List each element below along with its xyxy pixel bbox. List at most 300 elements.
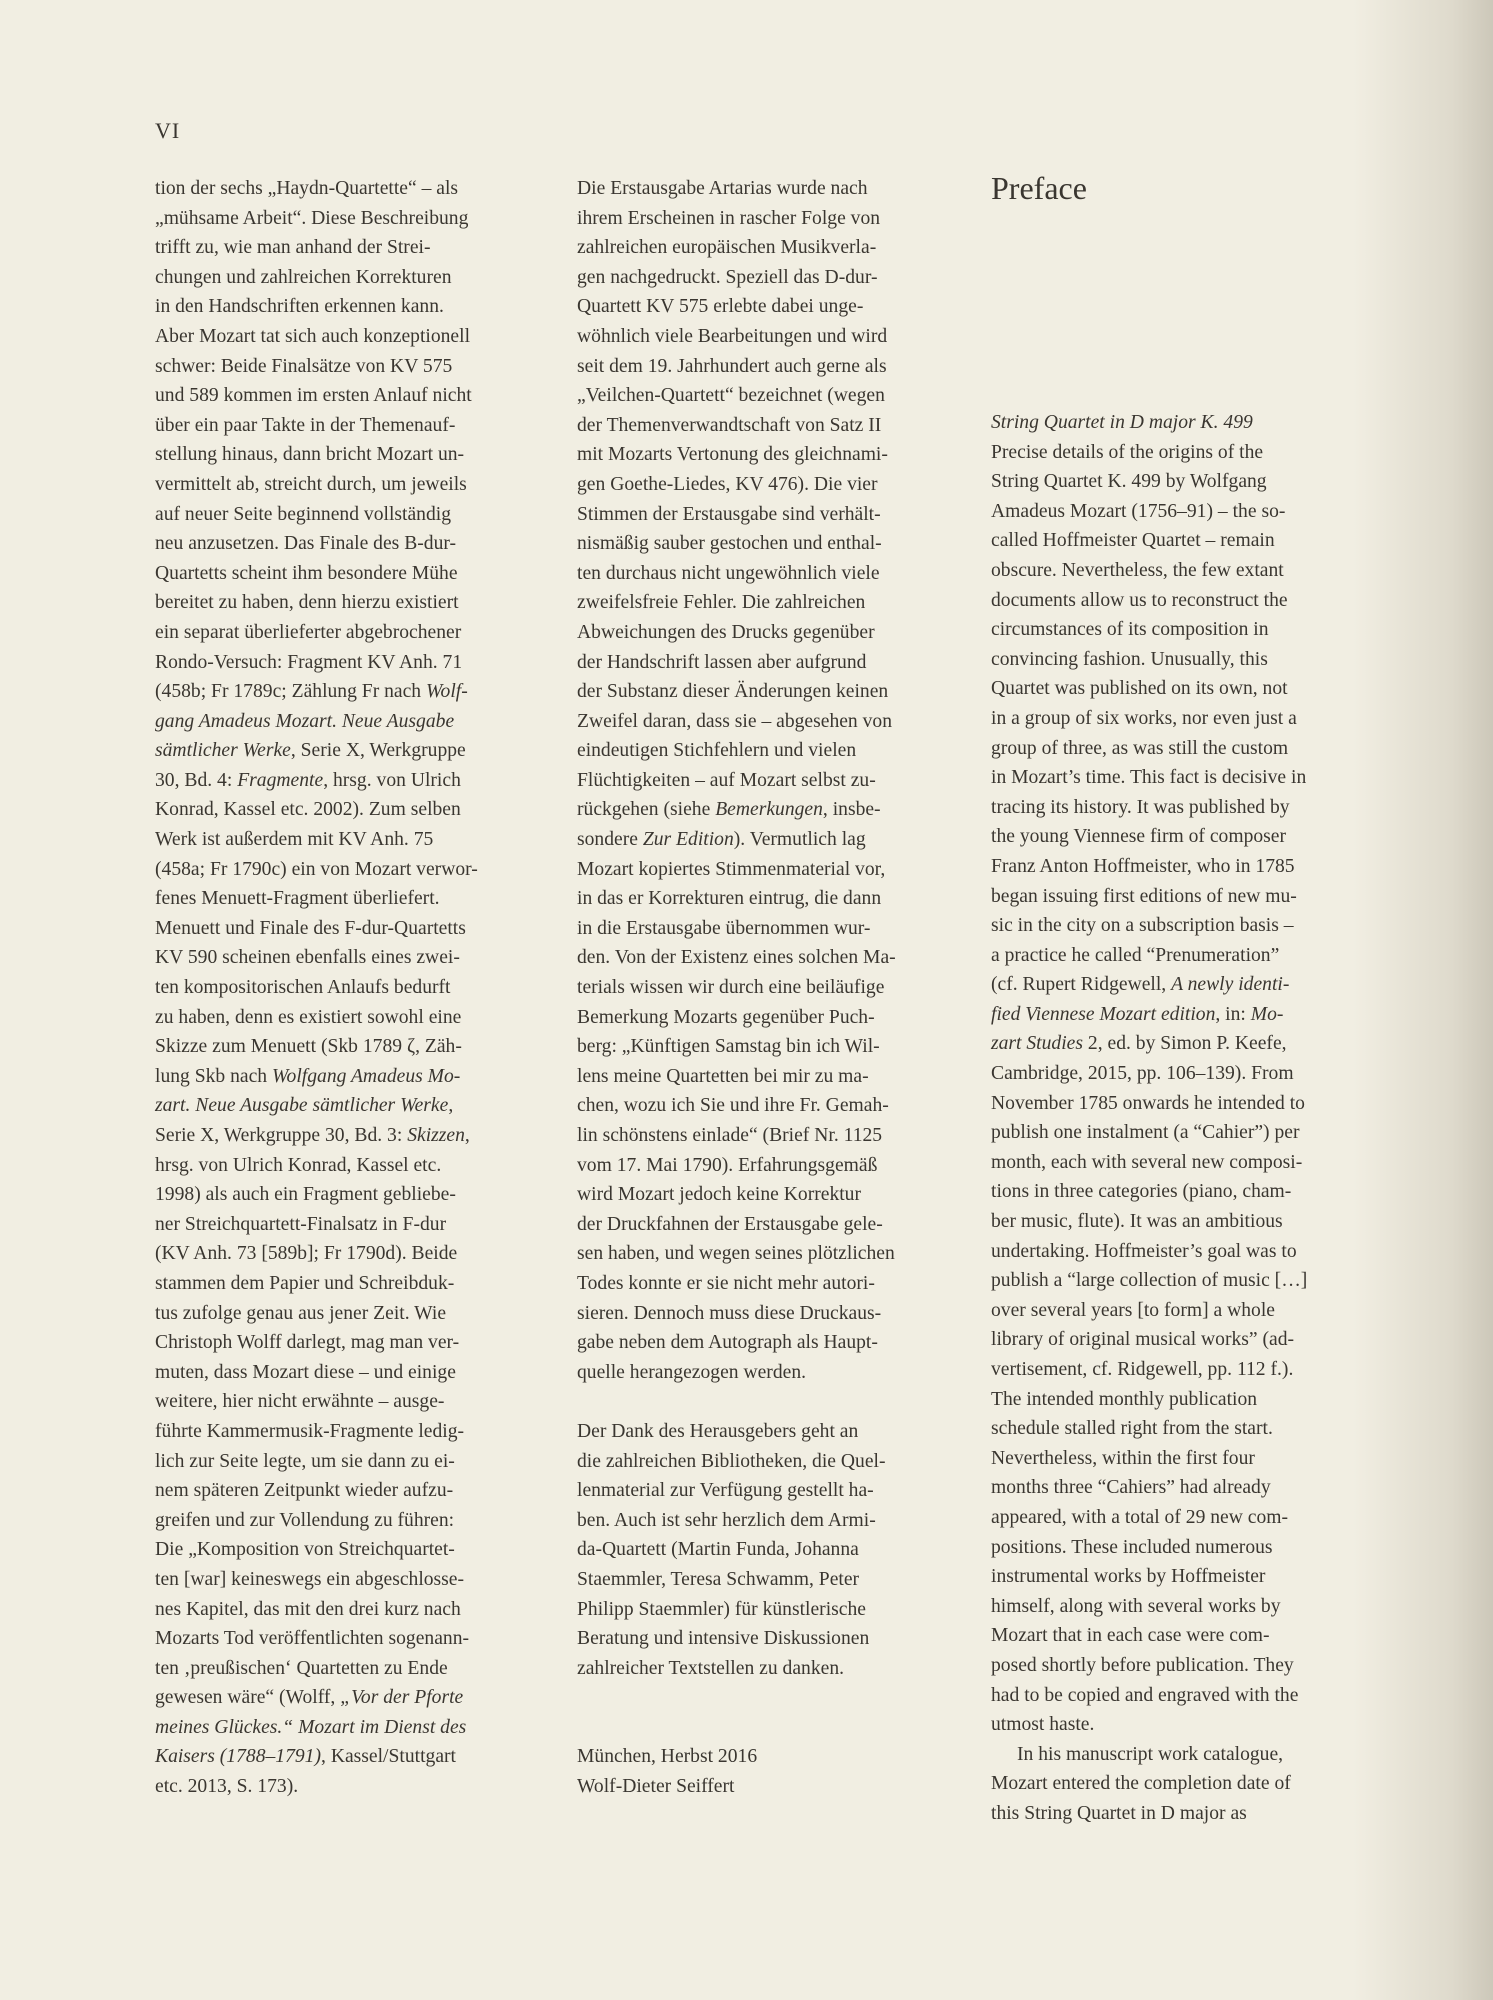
text-line	[577, 292, 947, 322]
text-span: utmost haste.	[991, 1714, 1095, 1736]
text-line	[577, 1121, 947, 1151]
text-line	[577, 1506, 947, 1536]
text-span: mit Mozarts Vertonung des gleichnami-	[577, 444, 888, 466]
text-line	[155, 1121, 500, 1151]
text-line	[991, 645, 1381, 675]
text-line	[155, 1299, 500, 1329]
german-text-column-2	[577, 174, 947, 1802]
text-span: began issuing first editions of new mu-	[991, 885, 1297, 907]
text-line	[577, 1447, 947, 1477]
italic-text-span: meines Glückes.“ Mozart im Dienst des	[155, 1716, 467, 1738]
text-span: Beratung und intensive Diskussionen	[577, 1628, 870, 1650]
text-line	[991, 1651, 1381, 1681]
text-line	[577, 1180, 947, 1210]
text-line	[991, 586, 1381, 616]
text-line	[577, 825, 947, 855]
text-line	[991, 1266, 1381, 1296]
text-span: Rondo-Versuch: Fragment KV Anh. 71	[155, 651, 463, 673]
text-span: wird Mozart jedoch keine Korrektur	[577, 1184, 862, 1206]
text-line	[991, 1533, 1381, 1563]
text-line	[155, 1180, 500, 1210]
text-line	[577, 1476, 947, 1506]
text-span: zweifelsfreie Fehler. Die zahlreichen	[577, 592, 866, 614]
text-span: Stimmen der Erstausgabe sind verhält-	[577, 503, 881, 525]
text-span: Quartet was published on its own, not	[991, 678, 1288, 700]
text-line	[155, 559, 500, 589]
text-line	[991, 1385, 1381, 1415]
german-paragraph-continuation	[155, 174, 500, 1802]
text-line	[991, 408, 1381, 438]
text-line	[991, 1414, 1381, 1444]
text-span: circumstances of its composition in	[991, 619, 1269, 641]
text-line	[155, 322, 500, 352]
text-span: Staemmler, Teresa Schwamm, Peter	[577, 1568, 860, 1590]
text-span: ). Vermutlich lag	[733, 829, 866, 851]
text-span: appeared, with a total of 29 new com-	[991, 1506, 1289, 1528]
text-line	[991, 763, 1381, 793]
text-span: Bemerkung Mozarts gegenüber Puch-	[577, 1006, 875, 1028]
preface-title: Preface	[991, 170, 1087, 206]
paragraph-gap	[577, 1387, 947, 1417]
text-line	[155, 707, 500, 737]
text-span: , Serie X, Werkgruppe	[290, 740, 466, 762]
text-span: ,	[448, 1095, 454, 1117]
text-line	[577, 1417, 947, 1447]
text-line	[577, 855, 947, 885]
page-number: VI	[155, 118, 181, 143]
text-span: sondere	[577, 829, 643, 851]
text-line	[577, 1151, 947, 1181]
text-line	[155, 855, 500, 885]
text-span: in das er Korrekturen eintrug, die dann	[577, 888, 882, 910]
text-span: chen, wozu ich Sie und ihre Fr. Gemah-	[577, 1095, 889, 1117]
text-line	[991, 556, 1381, 586]
text-span: (cf. Rupert Ridgewell,	[991, 974, 1172, 996]
text-span: Quartett KV 575 erlebte dabei unge-	[577, 296, 864, 318]
text-line	[577, 1091, 947, 1121]
text-span: The intended monthly publication	[991, 1388, 1258, 1410]
text-line	[577, 411, 947, 441]
text-span: positions. These included numerous	[991, 1536, 1273, 1558]
text-span: Abweichungen des Drucks gegenüber	[577, 621, 875, 643]
text-span: ,	[464, 1125, 470, 1146]
text-line	[155, 500, 500, 530]
text-line	[155, 914, 500, 944]
text-span: , in:	[1215, 1003, 1251, 1025]
text-line	[577, 263, 947, 293]
text-span: den. Von der Existenz eines solchen Ma-	[577, 947, 896, 969]
text-span: Mozart kopiertes Stimmenmaterial vor,	[577, 858, 886, 880]
text-line	[577, 618, 947, 648]
text-span: himself, along with several works by	[991, 1595, 1281, 1617]
text-span: (458b; Fr 1789c; Zählung Fr nach	[155, 681, 427, 703]
text-span: Skizze zum Menuett (Skb 1789 ζ, Zäh-	[155, 1036, 462, 1058]
italic-text-span: gang Amadeus Mozart. Neue Ausgabe	[155, 710, 455, 732]
text-line	[991, 615, 1381, 645]
text-line	[991, 734, 1381, 764]
text-line	[991, 467, 1381, 497]
text-span: neu anzusetzen. Das Finale des B-dur-	[155, 533, 457, 555]
text-line	[155, 618, 500, 648]
text-line	[155, 174, 500, 204]
text-line	[991, 1059, 1381, 1089]
text-line	[155, 1032, 500, 1062]
text-span: sic in the city on a subscription basis –	[991, 915, 1294, 937]
text-line	[155, 381, 500, 411]
text-span: da-Quartett (Martin Funda, Johanna	[577, 1539, 859, 1561]
text-line	[155, 292, 500, 322]
text-span: had to be copied and engraved with the	[991, 1684, 1299, 1706]
text-line	[155, 648, 500, 678]
text-span: stammen dem Papier und Schreibduk-	[155, 1272, 455, 1294]
text-span: gen nachgedruckt. Speziell das D-dur-	[577, 266, 878, 288]
text-span: berg: „Künftigen Samstag bin ich Wil-	[577, 1036, 880, 1058]
text-line	[577, 352, 947, 382]
english-preface-body	[991, 408, 1381, 1829]
text-span: tracing its history. It was published by	[991, 796, 1290, 818]
text-line	[577, 1328, 947, 1358]
italic-text-span: Wolfgang Amadeus Mo-	[272, 1065, 461, 1087]
text-line	[577, 1595, 947, 1625]
signature-author: Wolf-Dieter Seiffert	[577, 1776, 735, 1798]
text-line	[577, 1210, 947, 1240]
text-line	[577, 1358, 947, 1388]
text-line	[577, 1654, 947, 1684]
text-span: Serie X, Werkgruppe 30, Bd. 3:	[155, 1125, 408, 1146]
text-span: vertisement, cf. Ridgewell, pp. 112 f.).	[991, 1359, 1294, 1380]
text-line	[577, 1565, 947, 1595]
text-span: ihrem Erscheinen in rascher Folge von	[577, 207, 881, 229]
text-span: nismäßig sauber gestochen und enthal-	[577, 533, 882, 555]
text-span: documents allow us to reconstruct the	[991, 589, 1288, 611]
text-span: lin schönstens einlade“ (Brief Nr. 1125	[577, 1125, 883, 1146]
italic-text-span: zart Studies	[991, 1033, 1083, 1055]
text-line	[155, 263, 500, 293]
text-line	[577, 1624, 947, 1654]
text-span: ber music, flute). It was an ambitious	[991, 1211, 1283, 1233]
text-line	[991, 793, 1381, 823]
text-span: posed shortly before publication. They	[991, 1654, 1294, 1676]
text-span: seit dem 19. Jahrhundert auch gerne als	[577, 355, 887, 377]
text-line	[991, 1769, 1381, 1799]
text-line	[577, 1062, 947, 1092]
text-line	[155, 1742, 500, 1772]
text-line	[991, 1118, 1381, 1148]
text-line	[991, 1296, 1381, 1326]
text-line	[155, 1328, 500, 1358]
text-span: tions in three categories (piano, cham-	[991, 1181, 1292, 1203]
text-span: KV 590 scheinen ebenfalls eines zwei-	[155, 947, 460, 969]
text-span: Flüchtigkeiten – auf Mozart selbst zu-	[577, 769, 876, 791]
italic-text-span: Mo-	[1250, 1003, 1284, 1025]
text-span: Mozart that in each case were com-	[991, 1625, 1270, 1647]
text-span: ben. Auch ist sehr herzlich dem Armi-	[577, 1509, 876, 1531]
text-span: (458a; Fr 1790c) ein von Mozart verwor-	[155, 858, 478, 880]
signature-place-date: München, Herbst 2016	[577, 1746, 758, 1768]
text-span: ten [war] keineswegs ein abgeschlosse-	[155, 1568, 465, 1590]
text-span: chungen und zahlreichen Korrekturen	[155, 266, 452, 288]
text-span: , insbe-	[822, 799, 881, 821]
text-span: der Druckfahnen der Erstausgabe gele-	[577, 1213, 883, 1235]
text-span: zahlreicher Textstellen zu danken.	[577, 1657, 845, 1679]
text-span: vom 17. Mai 1790). Erfahrungsgemäß	[577, 1154, 878, 1176]
text-line	[577, 943, 947, 973]
text-span: in den Handschriften erkennen kann.	[155, 296, 444, 318]
text-span: a practice he called “Prenumeration”	[991, 944, 1280, 966]
text-line	[577, 1535, 947, 1565]
text-span: nem späteren Zeitpunkt wieder aufzu-	[155, 1480, 454, 1502]
text-span: gen Goethe-Liedes, KV 476). Die vier	[577, 473, 878, 495]
text-line	[155, 1506, 500, 1536]
italic-text-span: „Vor der Pforte	[340, 1687, 464, 1709]
text-line	[155, 1003, 500, 1033]
text-line	[577, 381, 947, 411]
text-line	[155, 1091, 500, 1121]
text-span: Der Dank des Herausgebers geht an	[577, 1420, 859, 1442]
text-span: muten, dass Mozart diese – und einige	[155, 1361, 456, 1383]
text-line	[577, 470, 947, 500]
text-span: gewesen wäre“ (Wolff,	[155, 1687, 341, 1709]
text-line	[155, 1062, 500, 1092]
text-line	[155, 1713, 500, 1743]
text-line	[577, 529, 947, 559]
text-line	[577, 1003, 947, 1033]
text-line	[155, 1624, 500, 1654]
text-span: terials wissen wir durch eine beiläufige	[577, 977, 885, 999]
text-line	[577, 440, 947, 470]
text-span: library of original musical works” (ad-	[991, 1329, 1295, 1351]
text-span: die zahlreichen Bibliotheken, die Quel-	[577, 1450, 886, 1472]
text-span: over several years [to form] a whole	[991, 1299, 1275, 1321]
text-span: stellung hinaus, dann bricht Mozart un-	[155, 444, 465, 466]
text-line	[577, 766, 947, 796]
german-paragraph-first-edition	[577, 174, 947, 1387]
text-span: Die Erstausgabe Artarias wurde nach	[577, 178, 868, 199]
italic-text-span: String Quartet in D major K. 499	[991, 412, 1253, 433]
text-span: called Hoffmeister Quartet – remain	[991, 530, 1275, 552]
text-span: bereitet zu haben, denn hierzu existiert	[155, 592, 459, 614]
text-line	[991, 1503, 1381, 1533]
text-line	[991, 822, 1381, 852]
text-span: der Handschrift lassen aber aufgrund	[577, 651, 867, 673]
text-span: lich zur Seite legte, um sie dann zu ei-	[155, 1450, 455, 1472]
text-line	[155, 1210, 500, 1240]
text-span: weitere, hier nicht erwähnte – ausge-	[155, 1391, 445, 1413]
text-span: publish one instalment (a “Cahier”) per	[991, 1122, 1300, 1144]
text-line	[577, 322, 947, 352]
text-line	[991, 1710, 1381, 1740]
text-line	[991, 1207, 1381, 1237]
text-line	[991, 1740, 1381, 1770]
text-span: wöhnlich viele Bearbeitungen und wird	[577, 325, 888, 347]
text-line	[155, 795, 500, 825]
text-span: , hrsg. von Ulrich	[323, 769, 461, 791]
text-line	[991, 1473, 1381, 1503]
text-span: Nevertheless, within the first four	[991, 1447, 1255, 1469]
text-span: quelle herangezogen werden.	[577, 1361, 807, 1383]
text-line	[155, 411, 500, 441]
text-line	[991, 1089, 1381, 1119]
text-span: über ein paar Takte in der Themenauf-	[155, 414, 456, 436]
text-span: etc. 2013, S. 173).	[155, 1776, 299, 1798]
italic-text-span: Skizzen	[407, 1125, 465, 1146]
italic-text-span: Bemerkungen	[715, 799, 823, 821]
italic-text-span: fied Viennese Mozart edition	[991, 1003, 1216, 1025]
text-line	[155, 204, 500, 234]
text-line	[577, 884, 947, 914]
text-span: ten ‚preußischen‘ Quartetten zu Ende	[155, 1657, 448, 1679]
text-span: this String Quartet in D major as	[991, 1802, 1247, 1824]
text-line	[577, 174, 947, 204]
text-span: Todes konnte er sie nicht mehr autori-	[577, 1272, 875, 1294]
text-span: Die „Komposition von Streichquartet-	[155, 1539, 455, 1561]
text-span: Cambridge, 2015, pp. 106–139). From	[991, 1063, 1294, 1085]
text-span: nes Kapitel, das mit den drei kurz nach	[155, 1598, 461, 1620]
text-span: Amadeus Mozart (1756–91) – the so-	[991, 500, 1286, 522]
text-span: lung Skb nach	[155, 1065, 273, 1087]
text-span: Franz Anton Hoffmeister, who in 1785	[991, 855, 1295, 877]
text-line	[155, 1683, 500, 1713]
text-span: führte Kammermusik-Fragmente ledig-	[155, 1420, 465, 1442]
text-line	[155, 588, 500, 618]
text-line	[991, 704, 1381, 734]
text-span: vermittelt ab, streicht durch, um jeweils	[155, 473, 467, 495]
text-line	[991, 970, 1381, 1000]
text-span: der Themenverwandtschaft von Satz II	[577, 414, 882, 436]
text-span: , Kassel/Stuttgart	[321, 1746, 456, 1768]
text-line	[577, 707, 947, 737]
text-line	[991, 1799, 1381, 1829]
text-line	[155, 1772, 500, 1802]
german-text-column-1	[155, 174, 500, 1802]
text-line	[155, 1447, 500, 1477]
text-line	[577, 736, 947, 766]
text-span: obscure. Nevertheless, the few extant	[991, 559, 1284, 581]
text-line	[991, 438, 1381, 468]
text-span: String Quartet K. 499 by Wolfgang	[991, 471, 1267, 493]
text-span: sen haben, und wegen seines plötzlichen	[577, 1243, 895, 1265]
text-line	[577, 588, 947, 618]
text-span: lenmaterial zur Verfügung gestellt ha-	[577, 1480, 874, 1502]
text-line	[991, 1177, 1381, 1207]
text-line	[155, 352, 500, 382]
text-line	[991, 1029, 1381, 1059]
text-span: eindeutigen Stichfehlern und vielen	[577, 740, 857, 762]
text-line	[991, 1237, 1381, 1267]
text-line	[991, 1148, 1381, 1178]
text-line	[991, 941, 1381, 971]
text-span: schwer: Beide Finalsätze von KV 575	[155, 355, 453, 377]
text-span: auf neuer Seite beginnend vollständig	[155, 503, 452, 525]
italic-text-span: Fragmente	[237, 769, 324, 791]
text-line	[991, 497, 1381, 527]
text-line	[155, 440, 500, 470]
text-span: Zweifel daran, dass sie – abgesehen von	[577, 710, 893, 732]
text-span: tion der sechs „Haydn-Quartette“ – als	[155, 178, 459, 199]
text-span: Mozart entered the completion date of	[991, 1773, 1291, 1795]
text-span: „Veilchen-Quartett“ bezeichnet (wegen	[577, 385, 885, 407]
text-line	[991, 852, 1381, 882]
text-line	[155, 736, 500, 766]
text-span: Precise details of the origins of the	[991, 441, 1264, 463]
text-span: zahlreichen europäischen Musikverla-	[577, 237, 877, 259]
text-span: Philipp Staemmler) für künstlerische	[577, 1598, 866, 1620]
english-text-column	[991, 408, 1381, 1829]
text-line	[155, 973, 500, 1003]
text-span: undertaking. Hoffmeister’s goal was to	[991, 1240, 1297, 1262]
text-line	[991, 674, 1381, 704]
text-line	[155, 1239, 500, 1269]
text-span: in die Erstausgabe übernommen wur-	[577, 917, 871, 939]
text-line	[155, 1654, 500, 1684]
text-line	[577, 973, 947, 1003]
text-line	[577, 500, 947, 530]
text-span: instrumental works by Hoffmeister	[991, 1566, 1266, 1588]
text-line	[155, 1476, 500, 1506]
text-line	[577, 1032, 947, 1062]
paragraph-gap	[577, 1683, 947, 1742]
text-line	[155, 766, 500, 796]
text-line	[577, 1239, 947, 1269]
text-line	[155, 677, 500, 707]
text-line	[991, 911, 1381, 941]
text-line	[991, 1444, 1381, 1474]
text-span: sieren. Dennoch muss diese Druckaus-	[577, 1302, 882, 1324]
text-span: Aber Mozart tat sich auch konzeptionell	[155, 325, 471, 347]
text-line	[577, 795, 947, 825]
text-span: ner Streichquartett-Finalsatz in F-dur	[155, 1213, 447, 1235]
text-line	[155, 1565, 500, 1595]
text-line	[155, 884, 500, 914]
text-line	[155, 233, 500, 263]
text-span: Konrad, Kassel etc. 2002). Zum selben	[155, 799, 461, 821]
text-line	[577, 559, 947, 589]
text-span: und 589 kommen im ersten Anlauf nicht	[155, 385, 472, 407]
text-span: fenes Menuett-Fragment überliefert.	[155, 888, 440, 910]
text-span: 30, Bd. 4:	[155, 769, 238, 791]
text-line	[155, 825, 500, 855]
text-line	[991, 882, 1381, 912]
italic-text-span: sämtlicher Werke	[155, 740, 291, 762]
text-line	[577, 204, 947, 234]
text-span: hrsg. von Ulrich Konrad, Kassel etc.	[155, 1154, 442, 1176]
text-line	[155, 1595, 500, 1625]
text-span: zu haben, denn es existiert sowohl eine	[155, 1006, 462, 1028]
text-span: Menuett und Finale des F-dur-Quartetts	[155, 917, 466, 939]
text-line	[991, 1592, 1381, 1622]
text-line	[155, 1151, 500, 1181]
text-line	[577, 1299, 947, 1329]
italic-text-span: Wolf-	[426, 681, 468, 703]
text-line	[577, 914, 947, 944]
text-line	[155, 1269, 500, 1299]
text-span: In his manuscript work catalogue,	[1017, 1743, 1284, 1765]
text-span: in Mozart’s time. This fact is decisive in	[991, 767, 1307, 789]
text-line	[155, 1535, 500, 1565]
text-line	[155, 1417, 500, 1447]
text-span: 1998) als auch ein Fragment gebliebe-	[155, 1184, 456, 1206]
text-span: trifft zu, wie man anhand der Strei-	[155, 237, 431, 259]
text-span: Christoph Wolff darlegt, mag man ver-	[155, 1332, 460, 1354]
text-span: ein separat überlieferter abgebrochener	[155, 621, 462, 643]
text-line	[991, 1355, 1381, 1385]
text-span: greifen und zur Vollendung zu führen:	[155, 1509, 455, 1531]
italic-text-span: A newly identi-	[1171, 974, 1290, 996]
text-span: publish a “large collection of music […]	[991, 1270, 1308, 1292]
text-line	[577, 648, 947, 678]
text-span: gabe neben dem Autograph als Haupt-	[577, 1332, 878, 1354]
text-span: Mozarts Tod veröffentlichten sogenann-	[155, 1628, 470, 1650]
